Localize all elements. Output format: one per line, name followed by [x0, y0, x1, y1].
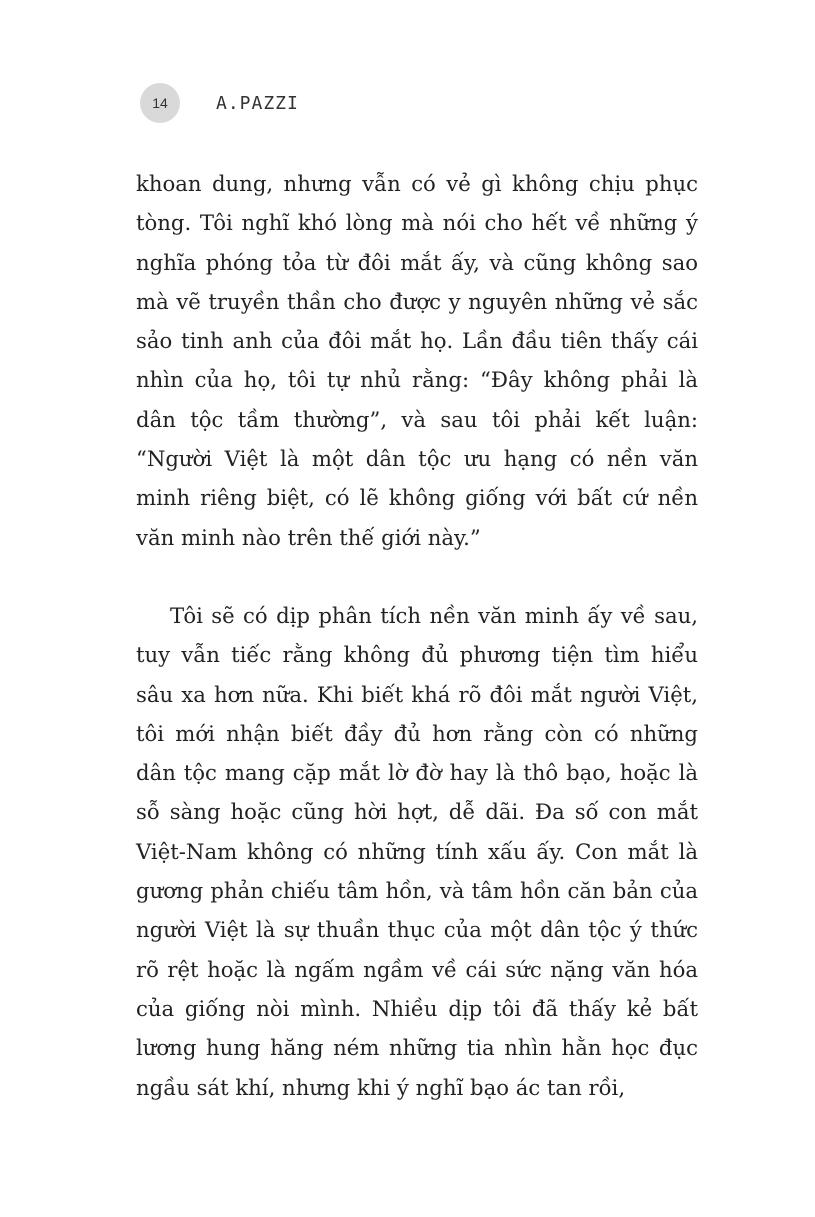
running-head-author: A.PAZZI [216, 92, 299, 114]
paragraph: Tôi sẽ có dịp phân tích nền văn minh ấy về sau, tuy vẫn tiếc rằng không đủ phương tiện tìm hiểu sâu xa hơn nữa. Khi biết khá rõ đôi mắt người Việt, tôi mới nhận biết đầy đủ hơn rằng còn có những dân tộc mang cặp mắt lờ đờ hay là thô bạo, hoặc là sỗ sàng hoặc cũng hời hợt, dễ dãi. Đa số con mắt Việt-Nam không có những tính xấu ấy. Con mắt là gương phản chiếu tâm hồn, và tâm hồn căn bản của người Việt là sự thuần thục của một dân tộc ý thức rõ rệt hoặc là ngấm ngầm về cái sức nặng văn hóa của giống nòi mình. Nhiều dịp tôi đã thấy kẻ bất lương hung hăng ném những tia nhìn hằn học đục ngầu sát khí, nhưng khi ý nghĩ bạo ác tan rồi, [136, 602, 698, 1100]
page-number: 14 [152, 95, 168, 111]
page-number-badge [140, 83, 180, 123]
body-text [136, 164, 698, 1107]
paragraph-continued: khoan dung, nhưng vẫn có vẻ gì không chịu phục tòng. Tôi nghĩ khó lòng mà nói cho hết về những ý nghĩa phóng tỏa từ đôi mắt ấy, và cũng không sao mà vẽ truyền thần cho được y nguyên những vẻ sắc sảo tinh anh của đôi mắt họ. Lần đầu tiên thấy cái nhìn của họ, tôi tự nhủ rằng: “Đây không phải là dân tộc tầm thường”, và sau tôi phải kết luận: “Người Việt là một dân tộc ưu hạng có nền văn minh riêng biệt, có lẽ không giống với bất cứ nền văn minh nào trên thế giới này.” [136, 171, 698, 550]
page-header [140, 80, 299, 126]
